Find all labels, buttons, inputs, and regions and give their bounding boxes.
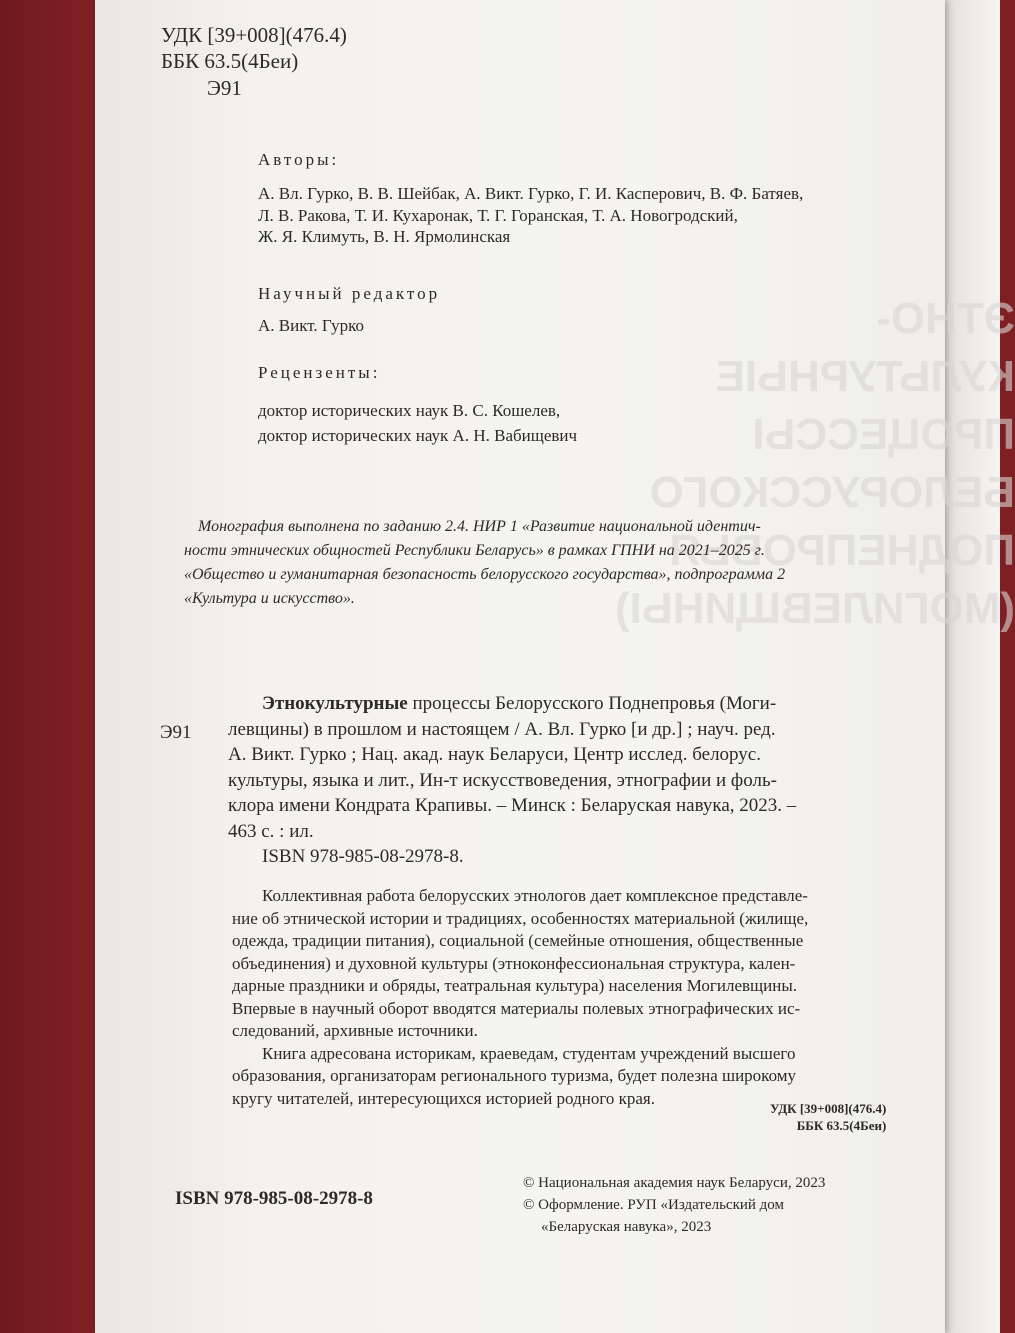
card-line <box>228 691 796 717</box>
reviewers-label: Рецензенты: <box>258 363 381 382</box>
annotation-line: Коллективная работа белорусских этнологов дает комплексное представле- <box>262 886 808 905</box>
note-line: Монография выполнена по заданию 2.4. НИР 1 «Развитие национальной идентич- <box>198 518 761 535</box>
authors-line: Л. В. Ракова, Т. И. Кухаронак, Т. Г. Горанская, Т. А. Новогродский, <box>258 205 738 225</box>
annotation-line: дарные праздники и обряды, театральная культура) населения Могилевщины. <box>232 976 798 995</box>
bbk-code: ББК 63.5(4Беи) <box>161 49 299 73</box>
card-line: А. Викт. Гурко ; Нац. акад. наук Беларуси, Центр исслед. белорус. <box>228 744 761 765</box>
authors-list <box>258 183 803 248</box>
annotation-line: одежда, традиции питания), социальной (семейные отношения, общественные <box>232 931 804 950</box>
editor-label: Научный редактор <box>258 284 441 303</box>
annotation-line: следований, архивные источники. <box>232 1021 478 1040</box>
authors-line: А. Вл. Гурко, В. В. Шейбак, А. Викт. Гурко, Г. И. Касперович, В. Ф. Батяев, <box>258 184 804 203</box>
copyright-line: © Оформление. РУП «Издательский дом <box>523 1197 785 1213</box>
card-title-rest: процессы Белорусского Поднепровья (Моги- <box>407 693 777 714</box>
card-line: клора имени Кондрата Крапивы. – Минск : Беларуская навука, 2023. – <box>228 795 797 816</box>
footer-codes <box>770 1100 886 1134</box>
card-line: левщины) в прошлом и настоящем / А. Вл. Гурко [и др.] ; науч. ред. <box>228 718 776 740</box>
card-line: культуры, языка и лит., Ин-т искусствоведения, этнографии и фоль- <box>228 769 777 791</box>
copyright-block <box>523 1172 825 1238</box>
annotation-line: Книга адресована историкам, краеведам, студентам учреждений высшего <box>262 1043 796 1063</box>
authors-line: Ж. Я. Климуть, В. Н. Ярмолинская <box>258 227 511 246</box>
annotation-line: ние об этнической истории и традициях, особенностях материальной (жилище, <box>232 908 809 928</box>
annotation-line: кругу читателей, интересующихся историей родного края. <box>232 1088 655 1108</box>
annotation-line: Впервые в научный оборот вводятся материалы полевых этнографических ис- <box>232 998 801 1018</box>
authors-label: Авторы: <box>258 150 340 169</box>
copyright-line: © Национальная академия наук Беларуси, 2023 <box>523 1175 826 1191</box>
card-title-word: Этнокультурные <box>262 693 408 714</box>
reviewer-line: доктор исторических наук А. Н. Вабищевич <box>258 426 578 445</box>
funding-note <box>184 515 785 611</box>
reviewer-line: доктор исторических наук В. С. Кошелев, <box>258 401 561 420</box>
catalog-card <box>228 691 796 870</box>
card-author-mark: Э91 <box>160 722 192 743</box>
author-mark-top: Э91 <box>207 76 242 100</box>
note-line: «Общество и гуманитарная безопасность белорусского государства», подпрограмма 2 <box>184 566 786 583</box>
udk-code: УДК [39+008](476.4) <box>161 23 347 47</box>
copyright-line: «Беларуская навука», 2023 <box>541 1219 712 1235</box>
card-line: 463 с. : ил. <box>228 820 314 842</box>
note-line: ности этнических общностей Республики Беларусь» в рамках ГПНИ на 2021–2025 г. <box>184 542 765 559</box>
footer-isbn: ISBN 978-985-08-2978-8 <box>175 1188 373 1209</box>
reviewers-list <box>258 398 577 448</box>
editor-name: А. Викт. Гурко <box>258 316 364 335</box>
annotation-line: образования, организаторам регионального туризма, будет полезна широкому <box>232 1066 797 1085</box>
annotation-line: объединения) и духовной культуры (этноконфессиональная структура, кален- <box>232 953 796 973</box>
show-through-cover-text: ЭТНО- КУЛЬТУРНЫЕ ПРОЦЕССЫ БЕЛОРУССКОГО ПОДНЕПРОВЬЯ (МОГИЛЕВЩИНЫ) <box>614 294 1015 633</box>
footer-udk: УДК [39+008](476.4) <box>770 1101 887 1116</box>
note-line: «Культура и искусство». <box>184 590 355 607</box>
annotation <box>232 885 808 1110</box>
card-isbn: ISBN 978-985-08-2978-8. <box>262 846 464 867</box>
classification-codes <box>161 22 347 74</box>
footer-bbk: ББК 63.5(4Беи) <box>796 1118 887 1133</box>
